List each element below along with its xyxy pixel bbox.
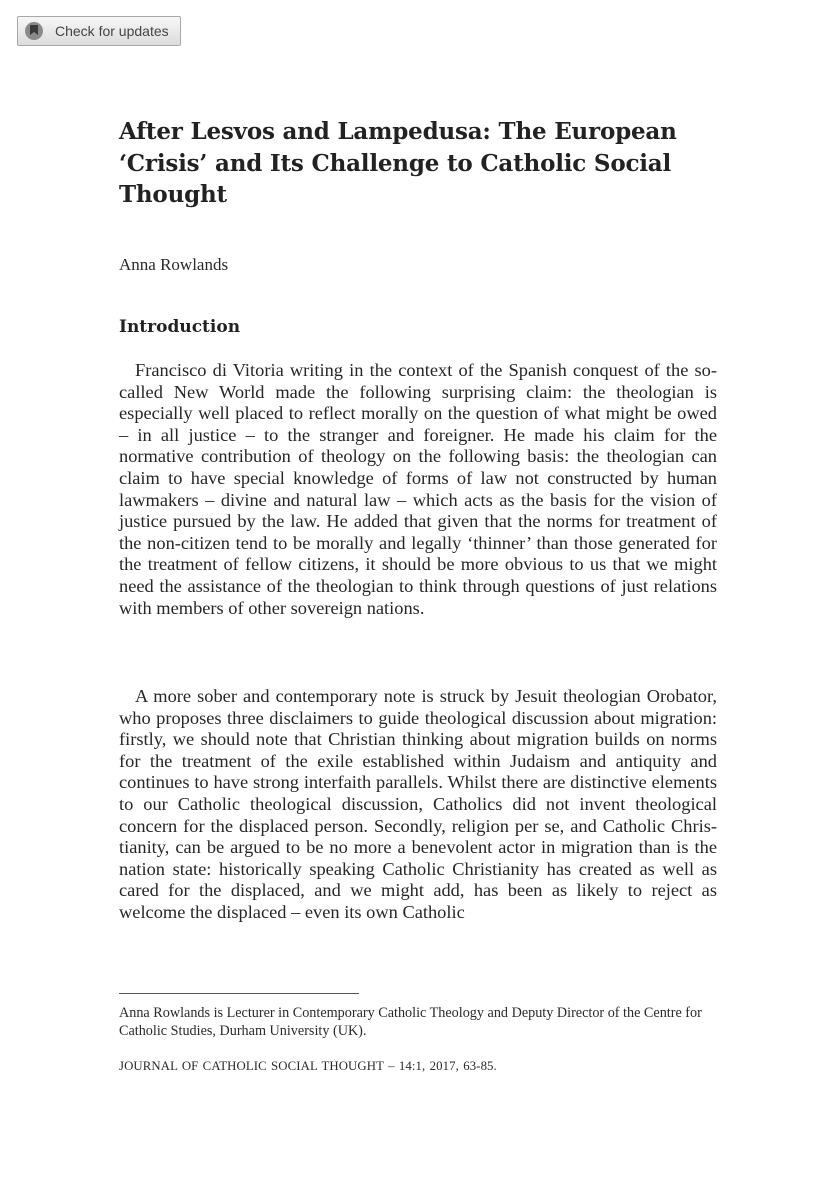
author-footnote: Anna Rowlands is Lecturer in Contemporary Catholic Theology and Deputy Director of the Centre for Catholic Studies, Durham University (UK). <box>119 1005 702 1039</box>
section-heading: Introduction <box>119 317 241 337</box>
check-for-updates-label: Check for updates <box>55 23 169 39</box>
check-for-updates-button[interactable] <box>17 16 181 46</box>
body-paragraph: A more sober and contemporary note is struck by Jesuit theologian Orobator, who proposes three disclaimers to guide theological discussion about migration: firstly, we should note that Christian thinking about migration builds on norms for the treatment of the exile established within Judaism and antiquity and continues to have strong interfaith parallels. Whilst there are distinctive elements to our Catholic theological discussion, Catholics did not invent theological concern for the displaced person. Secondly, religion per se, and Catholic Christianity, can be argued to be no more a benevolent actor in migration than is the nation state: historically speaking Catholic Christianity has created as well as cared for the displaced, and we might add, has been as likely to reject as welcome the displaced – even its own Catholic <box>119 686 717 922</box>
article-title: After Lesvos and Lampedusa: The European ‘Crisis’ and Its Challenge to Catholic Social Thought <box>119 118 677 208</box>
author-name: Anna Rowlands <box>119 255 229 274</box>
journal-citation: JOURNAL OF CATHOLIC SOCIAL THOUGHT – 14:1, 2017, 63-85. <box>119 1059 497 1073</box>
body-paragraph: Francisco di Vitoria writing in the context of the Spanish conquest of the so-called New World made the following surprising claim: the theologian is especially well placed to reflect morally on the question of what might be owed – in all justice – to the stranger and foreigner. He made his claim for the normative contribution of theology on the following basis: the theologian can claim to have special knowledge of forms of law not constructed by human lawmakers – divine and natural law – which acts as the basis for the vision of justice pursued by the law. He added that given that the norms for treatment of the non-citizen tend to be morally and legally ‘thinner’ than those generated for the treatment of fellow citizens, it should be more obvious to us that we might need the assistance of the theologian to think through questions of just relations with members of other sovereign nations. <box>119 360 717 618</box>
footnote-divider <box>119 993 359 994</box>
bookmark-icon <box>25 22 43 40</box>
